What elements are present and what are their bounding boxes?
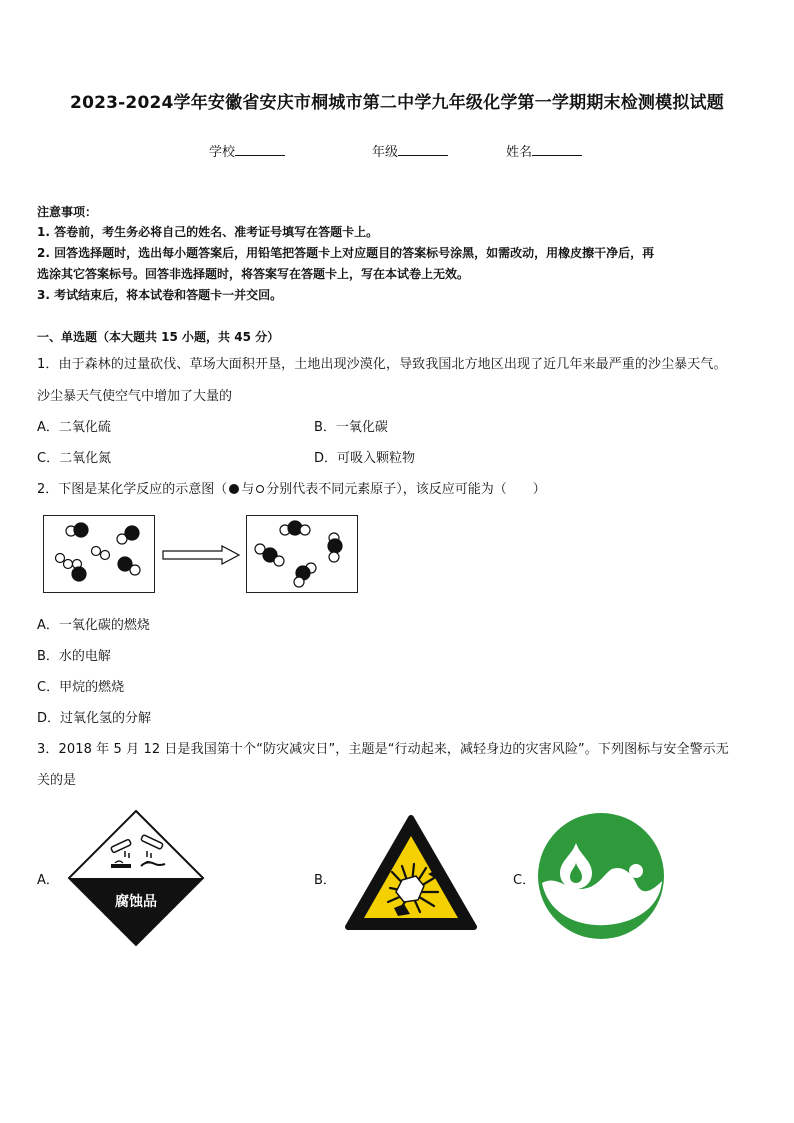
q2-option-c: C．甲烷的燃烧 [37, 680, 125, 695]
q1-option-b: B．一氧化碳 [314, 420, 388, 435]
molecule [72, 560, 86, 582]
molecule [56, 554, 73, 569]
school-field [209, 141, 285, 160]
molecule [294, 563, 316, 587]
q3-stem-line2: 关的是 [37, 773, 77, 788]
notice-item: 3. 考试结束后，将本试卷和答题卡一并交回。 [37, 288, 283, 302]
school-blank [235, 144, 285, 156]
molecule [92, 547, 110, 560]
products-box [246, 515, 358, 593]
explosive-warning-icon [344, 814, 478, 932]
name-field [506, 141, 582, 160]
white-atom-icon [256, 485, 264, 493]
q1-option-d: D．可吸入颗粒物 [314, 451, 416, 466]
notice-item: 2. 回答选择题时，选出每小题答案后，用铅笔把答题卡上对应题目的答案标号涂黑，如需改动，用橡皮擦干净后，再 [37, 246, 655, 260]
q3-option-b-label: B． [314, 873, 336, 888]
grade-field [372, 141, 448, 160]
q3-option-a-label: A． [37, 873, 59, 888]
school-label: 学校 [209, 145, 236, 160]
q2-option-d: D．过氧化氢的分解 [37, 711, 152, 726]
notice-item: 1. 答卷前，考生务必将自己的姓名、准考证号填写在答题卡上。 [37, 225, 379, 239]
grade-blank [398, 144, 448, 156]
q3-option-c-label: C． [513, 873, 536, 888]
molecule [66, 523, 88, 537]
notice-heading: 注意事项： [37, 205, 98, 219]
molecule [117, 526, 139, 544]
molecule [328, 533, 342, 562]
molecule [255, 544, 284, 566]
product-molecules [247, 516, 357, 592]
corrosive-label: 腐蚀品 [115, 894, 157, 910]
q2-stem-middle: 与 [241, 482, 255, 497]
molecule [280, 521, 310, 535]
q1-option-c: C．二氧化氮 [37, 451, 112, 466]
q2-stem [37, 478, 546, 497]
q2-stem-end: 分别代表不同元素原子），该反应可能为（ ） [266, 482, 546, 497]
name-label: 姓名 [506, 145, 533, 160]
q1-option-a: A．二氧化硫 [37, 420, 111, 435]
page-title: 2023-2024学年安徽省安庆市桐城市第二中学九年级化学第一学期期末检测模拟试题 [70, 93, 724, 113]
reaction-arrow-icon [162, 545, 242, 565]
water-saving-icon [536, 811, 666, 941]
corrosive-sign-icon [67, 809, 205, 947]
q3-stem-line1: 3．2018 年 5 月 12 日是我国第十个“防灾减灾日”，主题是“行动起来，减轻身边的灾害风险”。下列图标与安全警示无 [37, 742, 729, 757]
black-atom-icon [229, 484, 239, 494]
grade-label: 年级 [372, 145, 399, 160]
notice-item: 选涂其它答案标号。回答非选择题时，将答案写在答题卡上，写在本试卷上无效。 [37, 267, 470, 281]
reactant-molecules [44, 516, 154, 592]
reactants-box [43, 515, 155, 593]
name-blank [532, 144, 582, 156]
molecule [118, 557, 140, 575]
q2-option-a: A．一氧化碳的燃烧 [37, 618, 150, 633]
q2-stem-start: 2．下图是某化学反应的示意图（ [37, 482, 228, 497]
q1-stem-line1: 1．由于森林的过量砍伐、草场大面积开垦，土地出现沙漠化，导致我国北方地区出现了近几年来最严重的沙尘暴天气。 [37, 357, 727, 372]
section-heading: 一、单选题（本大题共 15 小题，共 45 分） [37, 330, 280, 344]
q2-option-b: B．水的电解 [37, 649, 111, 664]
q1-stem-line2: 沙尘暴天气使空气中增加了大量的 [37, 389, 233, 404]
